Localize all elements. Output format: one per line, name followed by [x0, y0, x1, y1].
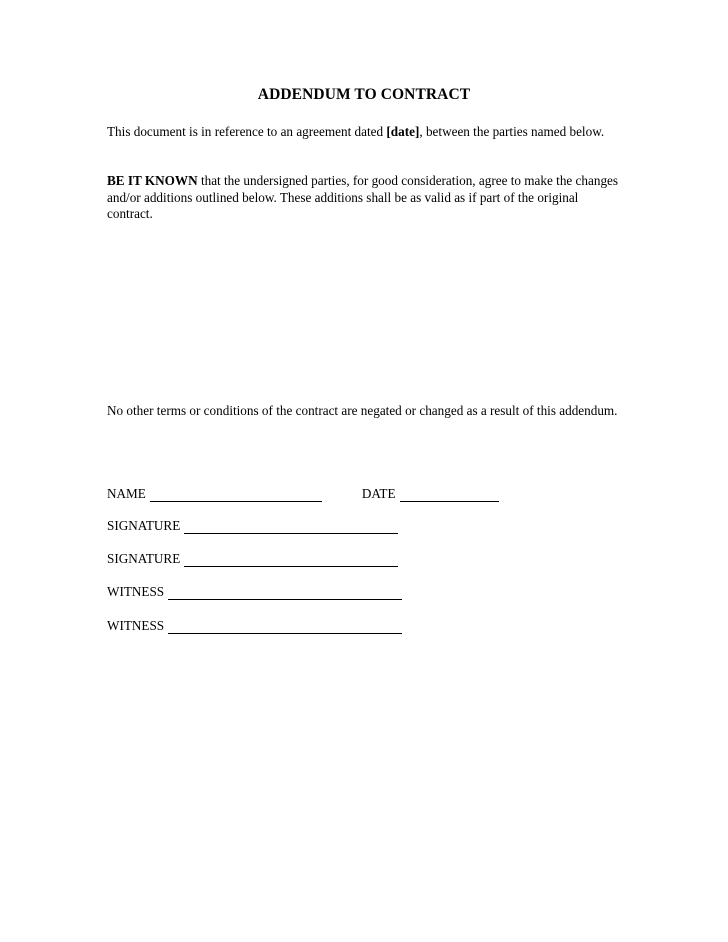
reference-text-after: , between the parties named below.	[419, 124, 605, 139]
signature-label-2: SIGNATURE	[107, 551, 181, 566]
witness-row-1	[107, 584, 402, 600]
signature-field-line-2[interactable]	[184, 553, 398, 567]
signature-row-2	[107, 551, 398, 567]
reference-text-before: This document is in reference to an agreement dated	[107, 124, 387, 139]
no-other-terms-paragraph: No other terms or conditions of the contract are negated or changed as a result of this addendum.	[107, 403, 618, 418]
name-field-line[interactable]	[150, 488, 322, 502]
date-field-line[interactable]	[400, 488, 499, 502]
be-it-known-text: that the undersigned parties, for good consideration, agree to make the changes and/or additions outlined below. These additions shall be as valid as if part of the original contract.	[107, 173, 619, 221]
reference-paragraph	[107, 124, 627, 141]
witness-label-1: WITNESS	[107, 584, 165, 599]
witness-field-line-1[interactable]	[168, 586, 402, 600]
signature-label-1: SIGNATURE	[107, 518, 181, 533]
agreement-date-placeholder: [date]	[386, 124, 420, 139]
signature-row-1	[107, 518, 398, 534]
witness-label-2: WITNESS	[107, 618, 165, 633]
date-group	[362, 486, 499, 502]
signature-field-line-1[interactable]	[184, 520, 398, 534]
name-label: NAME	[107, 486, 146, 501]
be-it-known-paragraph	[107, 173, 627, 223]
name-date-row	[107, 486, 499, 502]
witness-field-line-2[interactable]	[168, 620, 402, 634]
be-it-known-lead: BE IT KNOWN	[107, 173, 198, 188]
document-title: ADDENDUM TO CONTRACT	[257, 86, 471, 103]
date-label: DATE	[361, 486, 396, 501]
witness-row-2	[107, 618, 402, 634]
